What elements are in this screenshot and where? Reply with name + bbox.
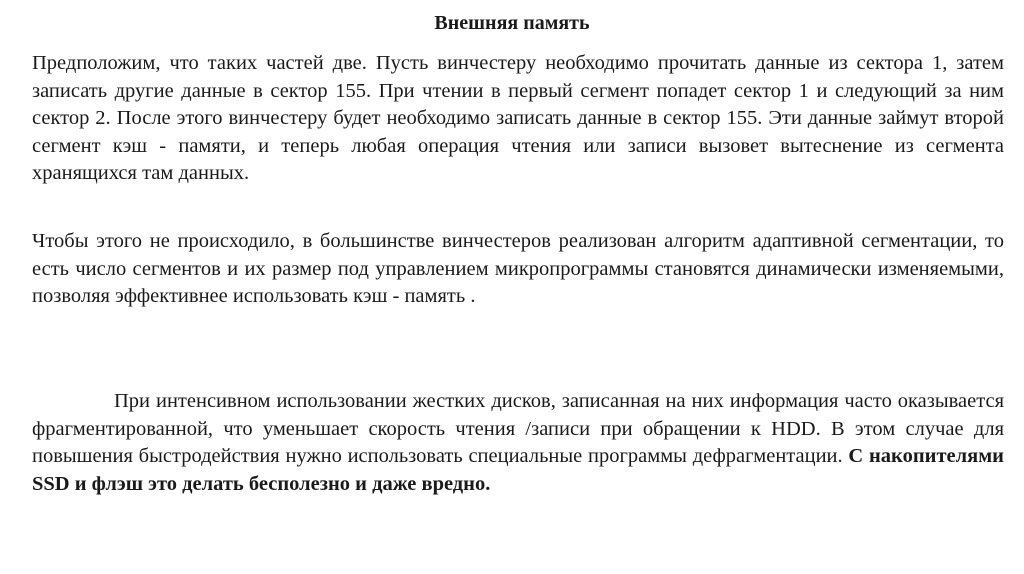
paragraph-cache-segments — [32, 50, 1004, 188]
paragraph-fragmentation — [32, 388, 1004, 498]
paragraph-text: При интенсивном использовании жестких дисков, записанная на них информация часто оказывается фрагментированной, что уменьшает скорость чтения /записи при обращении к HDD. В этом случае для повышения быстродействия нужно использовать специальные программы дефрагментации. — [32, 390, 1004, 468]
paragraph-bold-text: С накопителями SSD и флэш это делать бесполезно и даже вредно. — [32, 445, 1004, 495]
slide-title: Внешняя память — [434, 12, 590, 34]
paragraph-text: Чтобы этого не происходило, в большинстве винчестеров реализован алгоритм адаптивной сегментации, то есть число сегментов и их размер под управлением микропрограммы становятся динамически изменяемыми, позволяя эффективнее использовать кэш - память . — [32, 230, 1004, 308]
paragraph-text: Предположим, что таких частей две. Пусть винчестеру необходимо прочитать данные из сектора 1, затем записать другие данные в сектор 155. При чтении в первый сегмент попадет сектор 1 и следующий за ним сектор 2. После этого винчестеру будет необходимо записать данные в сектор 155. Эти данные займут второй сегмент кэш - памяти, и теперь любая операция чтения или записи вызовет вытеснение из сегмента хранящихся там данных. — [32, 52, 1004, 185]
paragraph-adaptive-segmentation — [32, 228, 1004, 311]
